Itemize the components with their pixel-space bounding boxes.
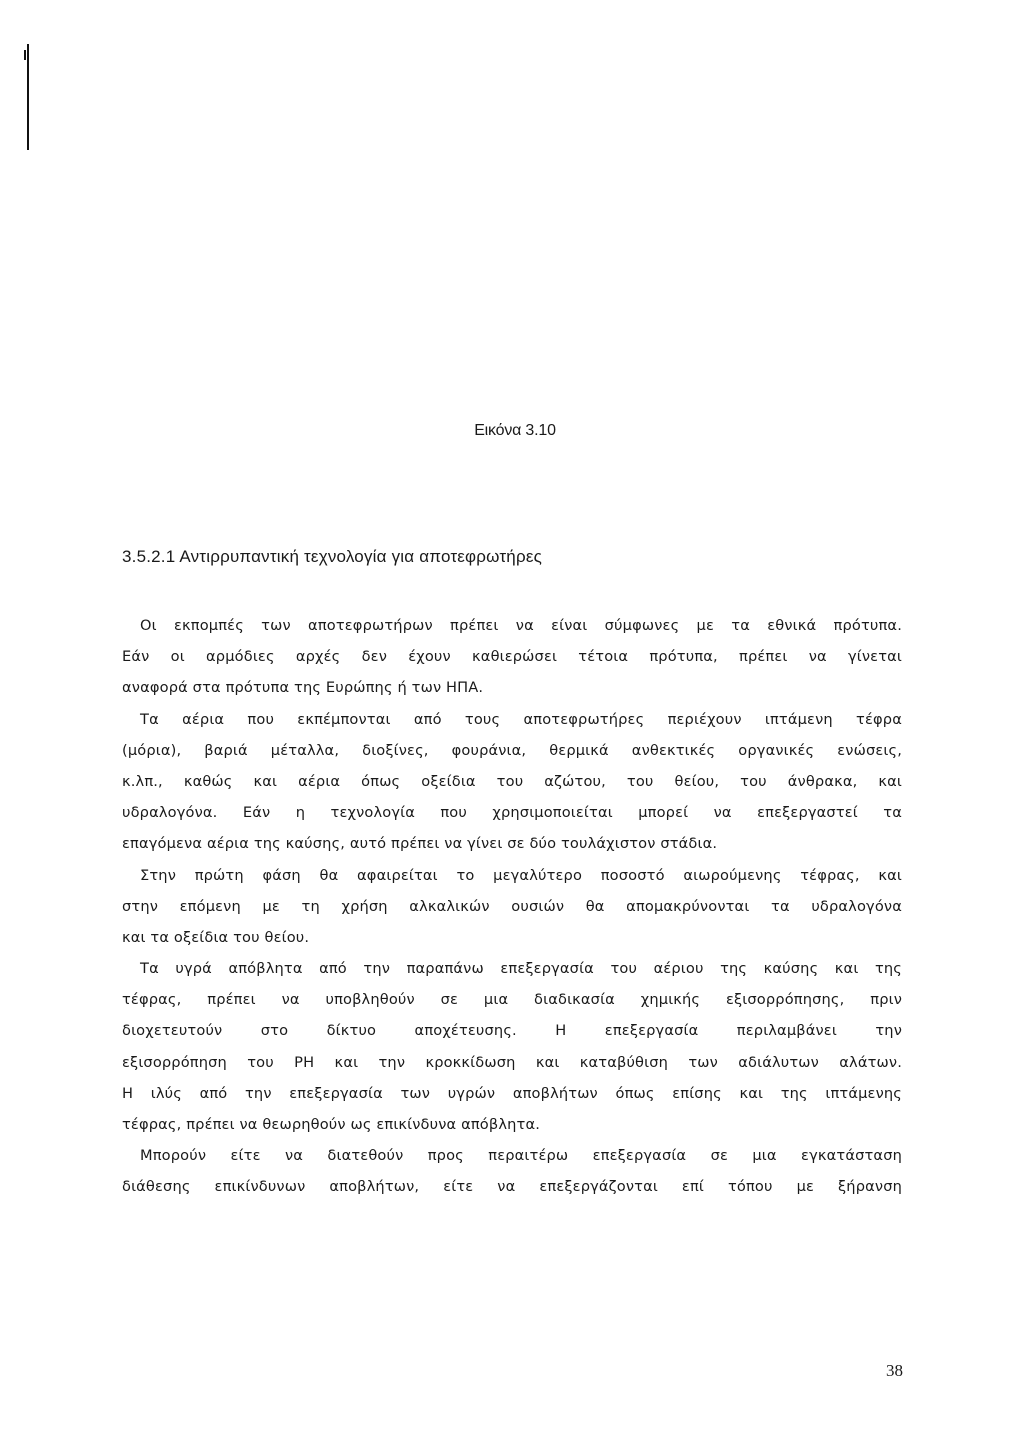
figure-caption: Εικόνα 3.10: [474, 422, 556, 439]
text-line: (μόρια), βαριά μέταλλα, διοξίνες, φουράνια, θερμικά ανθεκτικές οργανικές ενώσεις,: [122, 741, 902, 759]
text-line: Εάν οι αρμόδιες αρχές δεν έχουν καθιερώσει τέτοια πρότυπα, πρέπει να γίνεται: [122, 648, 902, 666]
text-line: εξισορρόπηση του PH και την κροκκίδωση και καταβύθιση των αδιάλυτων αλάτων.: [122, 1053, 902, 1071]
text-line: διάθεσης επικίνδυνων αποβλήτων, είτε να επεξεργάζονται επί τόπου με ξήρανση: [122, 1178, 902, 1196]
body-text: [122, 610, 902, 1203]
text-line: διοχετευτούν στο δίκτυο αποχέτευσης. Η επεξεργασία περιλαμβάνει την: [122, 1022, 902, 1040]
text-line: Μπορούν είτε να διατεθούν προς περαιτέρω επεξεργασία σε μια εγκατάσταση: [140, 1147, 902, 1165]
text-line: Τα αέρια που εκπέμπονται από τους αποτεφρωτήρες περιέχουν ιπτάμενη τέφρα: [140, 710, 902, 728]
text-line: Οι εκπομπές των αποτεφρωτήρων πρέπει να είναι σύμφωνες με τα εθνικά πρότυπα.: [140, 617, 902, 634]
text-line: κ.λπ., καθώς και αέρια όπως οξείδια του αζώτου, του θείου, του άνθρακα, και: [122, 772, 902, 790]
page-number: 38: [886, 1361, 903, 1380]
scan-margin-line: [27, 44, 29, 150]
text-line: στην επόμενη με τη χρήση αλκαλικών ουσιών θα απομακρύνονται τα υδραλογόνα: [122, 897, 902, 915]
text-line: αναφορά στα πρότυπα της Ευρώπης ή των ΗΠΑ.: [122, 679, 484, 697]
text-line: υδραλογόνα. Εάν η τεχνολογία που χρησιμοποιείται μπορεί να επεξεργαστεί τα: [122, 804, 902, 822]
text-line: τέφρας, πρέπει να υποβληθούν σε μια διαδικασία χημικής εξισορρόπησης, πριν: [122, 991, 902, 1009]
section-heading: 3.5.2.1 Αντιρρυπαντική τεχνολογία για αποτεφρωτήρες: [122, 547, 542, 566]
text-line: και τα οξείδια του θείου.: [122, 928, 310, 946]
text-line: Η ιλύς από την επεξεργασία των υγρών αποβλήτων όπως επίσης και της ιπτάμενης: [122, 1084, 902, 1102]
text-line: επαγόμενα αέρια της καύσης, αυτό πρέπει να γίνει σε δύο τουλάχιστον στάδια.: [122, 835, 718, 853]
text-line: Στην πρώτη φάση θα αφαιρείται το μεγαλύτερο ποσοστό αιωρούμενης τέφρας, και: [140, 866, 902, 884]
scan-margin-tick: [24, 50, 26, 60]
text-line: Τα υγρά απόβλητα από την παραπάνω επεξεργασία του αέριου της καύσης και της: [140, 960, 902, 978]
text-line: τέφρας, πρέπει να θεωρηθούν ως επικίνδυνα απόβλητα.: [122, 1116, 541, 1133]
